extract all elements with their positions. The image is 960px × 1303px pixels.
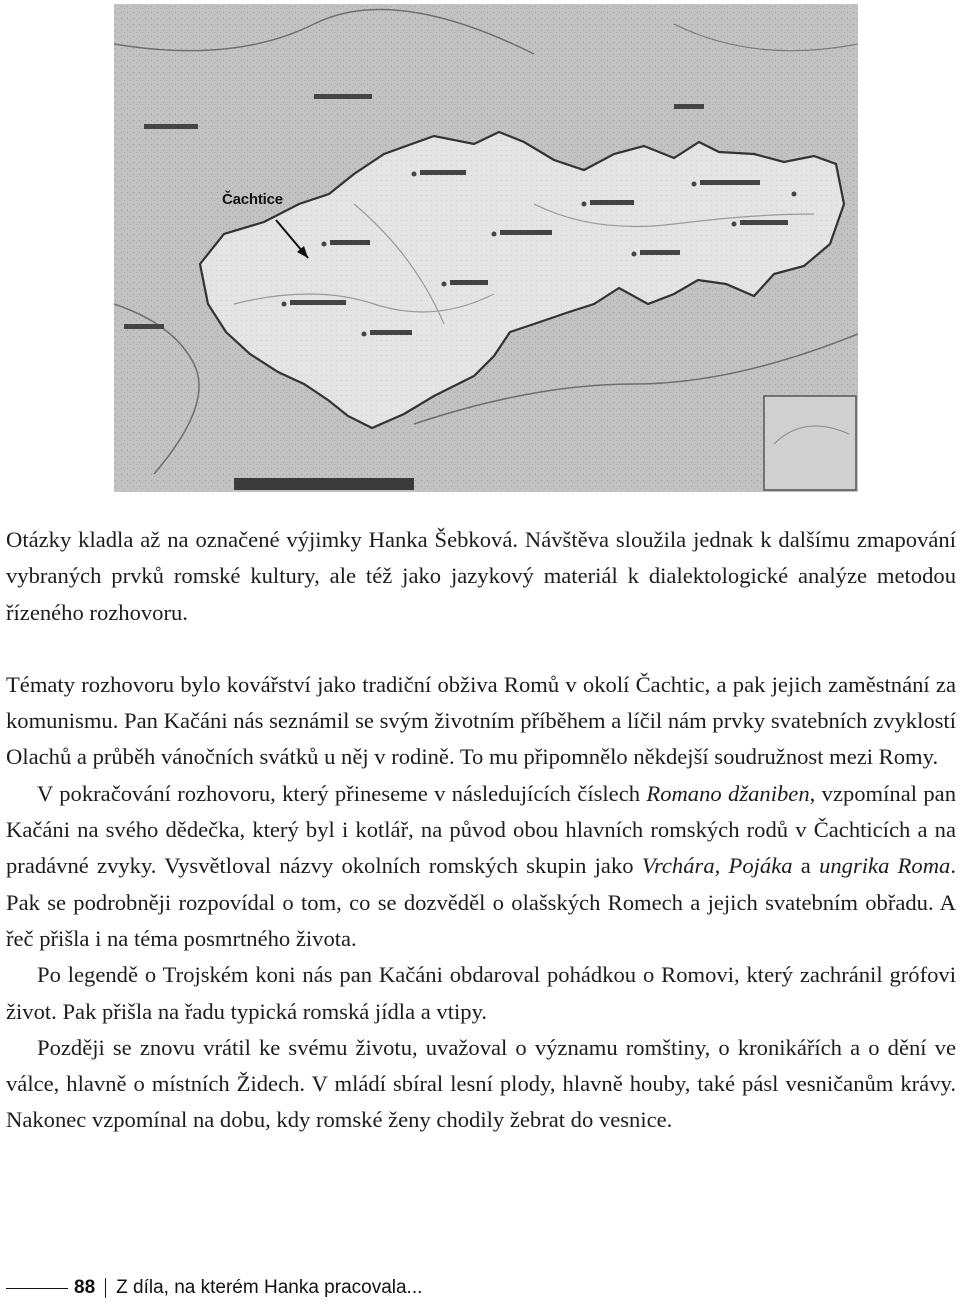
paragraph-1 (6, 522, 956, 631)
map-label-cachtice: Čachtice (222, 191, 283, 208)
map-scale-strip (234, 478, 414, 490)
italic-term: Vrchára, Pojáka (641, 853, 793, 879)
paragraph-4 (6, 957, 956, 1030)
paragraph-3 (6, 776, 956, 957)
text-run: V pokračování rozhovoru, který přineseme v následujících číslech (37, 780, 647, 806)
section-title: Z díla, na kterém Hanka pracovala... (116, 1277, 423, 1298)
text-run: , vzpomínal pan Kačáni na svého dědečka, který byl i kotlář, na původ obou hlavních romských rodů v Čachticích a na pradávné zvyky. Vysvětloval názvy okolních romských skupin jako (6, 780, 956, 879)
map-figure (114, 4, 858, 492)
text-run: Po legendě o Trojském koni nás pan Kačáni obdaroval pohádkou o Romovi, který zachránil grófovi život. Pak přišla na řadu typická romská jídla a vtipy. (6, 962, 956, 1024)
footer-rule (6, 1288, 68, 1289)
page-footer (6, 1276, 422, 1300)
paragraph-5 (6, 1030, 956, 1139)
text-run: Tématy rozhovoru bylo kovářství jako tradiční obživa Romů v okolí Čachtic, a pak jejich zaměstnání za komunismu. Pan Kačáni nás seznámil se svým životním příběhem a líčil nám prvky svatebních zvyklostí Olachů a průběh vánočních svátků u něj v rodině. To mu připomnělo někdejší soudružnost mezi Romy. (6, 671, 956, 770)
slovakia-map-image (114, 4, 858, 492)
article-body (6, 522, 956, 1139)
page-number: 88 (74, 1277, 96, 1298)
paragraph-2 (6, 667, 956, 776)
text-run: . Pak se podrobněji rozpovídal o tom, co se dozvěděl o olašských Romech a jejich svatebním obřadu. A řeč přišla i na téma posmrtného života. (6, 853, 956, 951)
italic-term: ungrika Roma (819, 853, 951, 879)
text-run: Později se znovu vrátil ke svému životu, uvažoval o významu romštiny, o kronikářích a o dění ve válce, hlavně o místních Židech. V mládí sbíral lesní plody, hlavně houby, také pásl vesničanům krávy. Nakonec vzpomínal na dobu, kdy romské ženy chodily žebrat do vesnice. (6, 1034, 956, 1133)
footer-separator (105, 1278, 106, 1298)
italic-term: Romano džaniben (646, 780, 810, 806)
text-run: Otázky kladla až na označené výjimky Hanka Šebková. Návštěva sloužila jednak k dalšímu zmapování vybraných prvků romské kultury, ale též jako jazykový materiál k dialektologické analýze metodou řízeného rozhovoru. (6, 527, 956, 625)
text-run: a (792, 853, 820, 879)
